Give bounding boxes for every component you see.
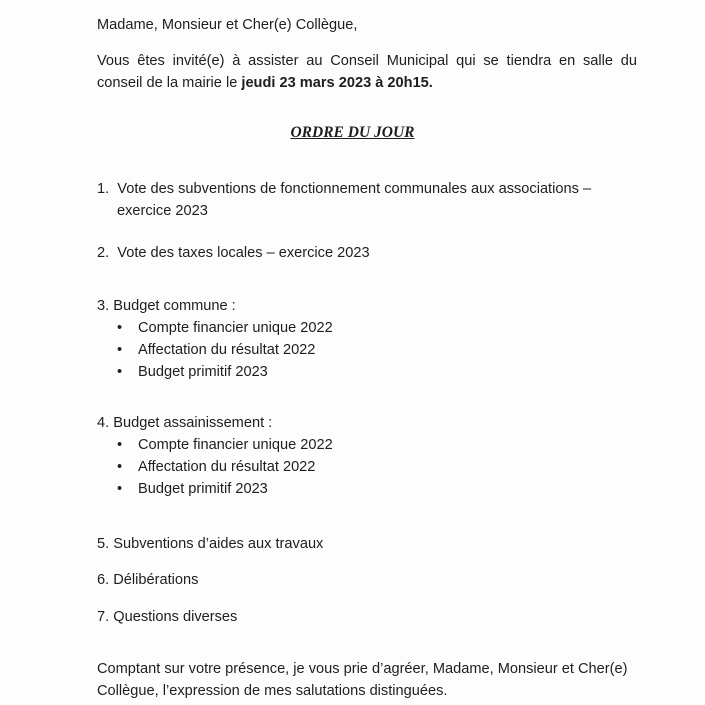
agenda-item-number: 1. <box>97 181 110 197</box>
agenda-item-1-line2: exercice 2023 <box>117 203 208 219</box>
list-item <box>117 478 333 500</box>
agenda-item-6 <box>97 569 637 591</box>
closing-paragraph: Comptant sur votre présence, je vous prie d’agréer, Madame, Monsieur et Cher(e) Collègue, l’expression de mes salutations distinguées. <box>97 661 628 699</box>
bullet-icon: • <box>117 437 123 453</box>
greeting: Madame, Monsieur et Cher(e) Collègue, <box>97 17 358 33</box>
agenda-item-7 <box>97 606 637 628</box>
agenda-item-number: 2. <box>97 245 110 261</box>
bullet-icon: • <box>117 481 123 497</box>
agenda-item-3 <box>97 295 637 317</box>
intro-text: Vous êtes invité(e) à assister au Conseil Municipal qui se tiendra en salle du conseil de la mairie le <box>97 53 637 91</box>
sub-item-label: Budget primitif 2023 <box>138 364 268 380</box>
bullet-icon: • <box>117 364 123 380</box>
sub-item-label: Compte financier unique 2022 <box>138 437 333 453</box>
meeting-date: jeudi 23 mars 2023 à 20h15. <box>241 75 433 91</box>
sub-item-label: Affectation du résultat 2022 <box>138 459 316 475</box>
sub-item-label: Affectation du résultat 2022 <box>138 342 316 358</box>
agenda-item-number: 7. <box>97 609 110 625</box>
intro-paragraph <box>97 50 637 94</box>
sub-item-label: Budget primitif 2023 <box>138 481 268 497</box>
list-item <box>117 434 333 456</box>
list-item <box>117 361 333 383</box>
agenda-item-label: Questions diverses <box>113 609 238 625</box>
agenda-item-2 <box>97 242 637 264</box>
agenda-item-1-line1 <box>97 178 637 200</box>
list-item <box>117 339 333 361</box>
agenda-item-1 <box>97 178 637 222</box>
agenda-item-label: Délibérations <box>113 572 199 588</box>
list-item <box>117 456 333 478</box>
agenda-item-3-sublist <box>117 317 333 383</box>
agenda-title: ORDRE DU JOUR <box>290 124 415 141</box>
agenda-item-label: Vote des taxes locales – exercice 2023 <box>117 245 370 261</box>
agenda-item-number: 4. <box>97 415 110 431</box>
bullet-icon: • <box>117 320 123 336</box>
list-item <box>117 317 333 339</box>
agenda-item-5 <box>97 533 637 555</box>
agenda-item-label: Budget assainissement : <box>113 415 273 431</box>
agenda-item-label: Budget commune : <box>113 298 236 314</box>
agenda-item-number: 6. <box>97 572 110 588</box>
bullet-icon: • <box>117 342 123 358</box>
agenda-item-4 <box>97 412 637 434</box>
agenda-item-number: 5. <box>97 536 110 552</box>
agenda-item-label: Subventions d’aides aux travaux <box>113 536 324 552</box>
agenda-item-4-sublist <box>117 434 333 500</box>
bullet-icon: • <box>117 459 123 475</box>
agenda-item-label: Vote des subventions de fonctionnement communales aux associations – <box>117 181 592 197</box>
sub-item-label: Compte financier unique 2022 <box>138 320 333 336</box>
agenda-item-number: 3. <box>97 298 110 314</box>
